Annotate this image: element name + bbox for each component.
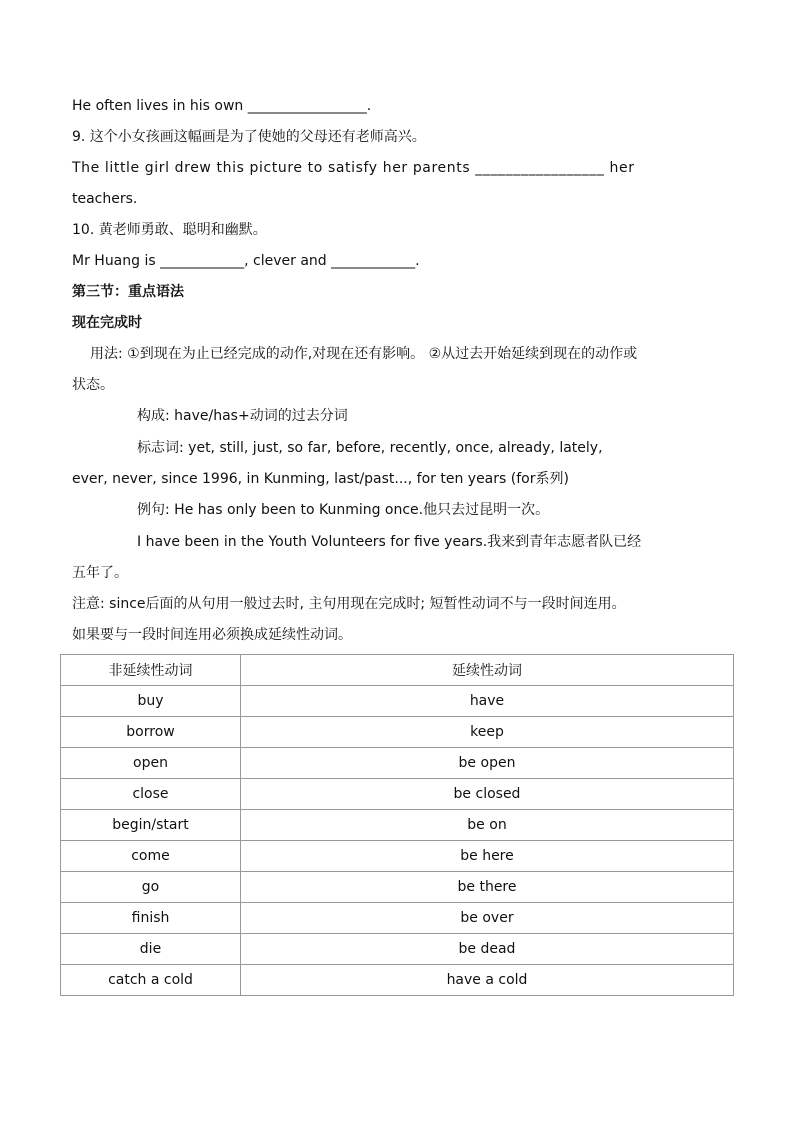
durative-verb: be over [241,903,734,934]
table-row [61,934,734,965]
durative-verb: be dead [241,934,734,965]
note-line-2: 如果要与一段时间连用必须换成延续性动词。 [72,627,352,643]
verb-comparison-table [60,654,734,996]
table-row [61,717,734,748]
nondurative-verb: come [61,841,241,872]
table-row [61,686,734,717]
question-10-chinese: 10. 黄老师勇敢、聪明和幽默。 [72,222,267,238]
table-row [61,779,734,810]
nondurative-verb: borrow [61,717,241,748]
question-10-english: Mr Huang is ____________, clever and ____________. [72,253,420,269]
nondurative-verb: die [61,934,241,965]
nondurative-verb: open [61,748,241,779]
question-9-chinese: 9. 这个小女孩画这幅画是为了使她的父母还有老师高兴。 [72,129,426,145]
sentence-8-english: He often lives in his own _________________. [72,98,372,114]
durative-verb: be here [241,841,734,872]
durative-verb: be there [241,872,734,903]
durative-verb: keep [241,717,734,748]
topic-heading: 现在完成时 [72,315,142,331]
structure-line: 构成: have/has+动词的过去分词 [137,408,348,424]
header-nondurative: 非延续性动词 [61,655,241,686]
durative-verb: have [241,686,734,717]
durative-verb: be closed [241,779,734,810]
section-heading: 第三节：重点语法 [72,284,184,300]
example-line-2: I have been in the Youth Volunteers for five years.我来到青年志愿者队已经 [137,534,642,550]
table-header-row [61,655,734,686]
table-row [61,748,734,779]
signal-words-line-2: ever, never, since 1996, in Kunming, last/past..., for ten years (for系列) [72,471,569,487]
table-row [61,903,734,934]
nondurative-verb: close [61,779,241,810]
durative-verb: be open [241,748,734,779]
durative-verb: have a cold [241,965,734,996]
table-row [61,965,734,996]
note-line-1: 注意: since后面的从句用一般过去时, 主句用现在完成时; 短暂性动词不与一段时间连用。 [72,596,626,612]
example-line-2-cont: 五年了。 [72,565,128,581]
example-line-1: 例句: He has only been to Kunming once.他只去过昆明一次。 [137,502,550,518]
table-row [61,872,734,903]
question-9-english-cont: teachers. [72,191,138,207]
nondurative-verb: begin/start [61,810,241,841]
nondurative-verb: catch a cold [61,965,241,996]
durative-verb: be on [241,810,734,841]
signal-words-line-1: 标志词: yet, still, just, so far, before, recently, once, already, lately, [137,440,603,456]
nondurative-verb: finish [61,903,241,934]
usage-line-2: 状态。 [72,377,114,393]
table-row [61,810,734,841]
usage-line-1: 用法: ①到现在为止已经完成的动作,对现在还有影响。 ②从过去开始延续到现在的动作或 [90,346,638,362]
question-9-english: The little girl drew this picture to satisfy her parents _________________ her [72,160,635,176]
nondurative-verb: buy [61,686,241,717]
header-durative: 延续性动词 [241,655,734,686]
nondurative-verb: go [61,872,241,903]
table-row [61,841,734,872]
